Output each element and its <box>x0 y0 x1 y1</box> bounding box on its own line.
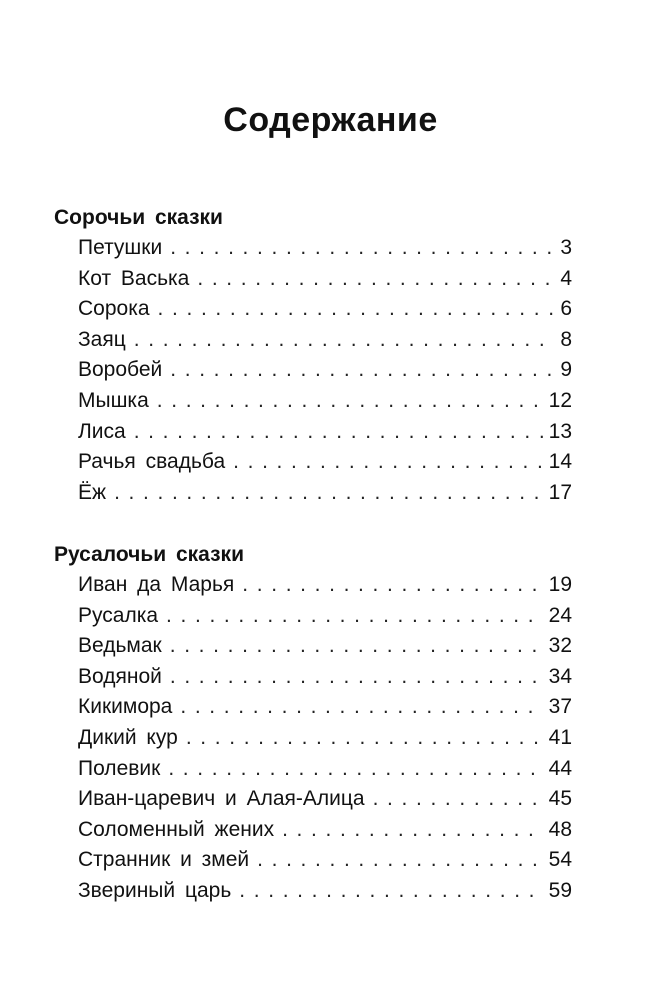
dot-leader <box>233 447 543 478</box>
dot-leader <box>170 662 543 693</box>
dot-leader <box>186 723 543 754</box>
toc-entry-title: Заяц <box>78 327 126 351</box>
toc-entry-title: Русалка <box>78 603 159 627</box>
toc-entry[interactable] <box>54 784 572 815</box>
dot-leader <box>134 417 543 448</box>
toc-entry[interactable] <box>54 417 572 448</box>
toc-entry-page-number: 54 <box>548 848 572 872</box>
toc-entry-page-number: 48 <box>548 817 572 841</box>
toc-entry-title: Кот Васька <box>78 266 190 290</box>
toc-entry-title: Полевик <box>78 756 161 780</box>
toc-entry[interactable] <box>54 355 572 386</box>
toc-entry-page-number: 24 <box>548 603 572 627</box>
toc-entry-title: Кикимора <box>78 695 173 719</box>
toc-entry[interactable] <box>54 815 572 846</box>
toc-section-sorochi <box>54 203 572 508</box>
toc-entry-page-number: 6 <box>560 297 572 321</box>
toc-entry-title: Ведьмак <box>78 634 162 658</box>
dot-leader <box>373 784 543 815</box>
toc-entry-title: Воробей <box>78 358 163 382</box>
toc-entry-page-number: 14 <box>548 450 572 474</box>
toc-entry-page-number: 41 <box>548 725 572 749</box>
dot-leader <box>134 325 554 356</box>
toc-entry[interactable] <box>54 386 572 417</box>
toc-entry-title: Рачья свадьба <box>78 450 226 474</box>
dot-leader <box>158 294 554 325</box>
toc-entry[interactable] <box>54 264 572 295</box>
dot-leader <box>170 631 543 662</box>
dot-leader <box>180 692 542 723</box>
toc-entry-page-number: 13 <box>548 419 572 443</box>
dot-leader <box>282 815 543 846</box>
toc-entry[interactable] <box>54 662 572 693</box>
toc-entry-page-number: 19 <box>548 573 572 596</box>
toc-entry[interactable] <box>54 233 572 264</box>
section-heading: Сорочьи сказки <box>54 206 223 229</box>
dot-leader <box>197 264 554 295</box>
toc-entry[interactable] <box>54 754 572 785</box>
toc-entry-title: Иван да Марья <box>78 573 235 596</box>
toc-entry-title: Водяной <box>78 664 162 688</box>
dot-leader <box>170 233 554 264</box>
toc-entry-title: Лиса <box>78 419 126 443</box>
toc-entry[interactable] <box>54 294 572 325</box>
toc-entry-page-number: 32 <box>548 634 572 658</box>
toc-entry-title: Сорока <box>78 297 150 321</box>
toc-entry-page-number: 59 <box>548 878 572 902</box>
toc-entry-page-number: 17 <box>548 480 572 504</box>
section-heading: Русалочьи сказки <box>54 543 244 566</box>
toc-section-rusalochi <box>54 540 572 907</box>
toc-entry[interactable] <box>54 631 572 662</box>
toc-entry[interactable] <box>54 845 572 876</box>
toc-entry[interactable] <box>54 876 572 907</box>
toc-entry[interactable] <box>54 692 572 723</box>
dot-leader <box>168 754 542 785</box>
toc-entry-page-number: 12 <box>548 388 572 412</box>
dot-leader <box>170 355 554 386</box>
toc-entry[interactable] <box>54 478 572 509</box>
toc-entry[interactable] <box>54 601 572 632</box>
toc-entry[interactable] <box>54 325 572 356</box>
toc-entry-title: Петушки <box>78 236 163 259</box>
toc-entry-title: Звериный царь <box>78 878 232 902</box>
toc-entry-page-number: 44 <box>548 756 572 780</box>
page-title: Содержание <box>223 100 438 139</box>
toc-entry[interactable] <box>54 447 572 478</box>
toc-entry-title: Мышка <box>78 388 149 412</box>
toc-entry-title: Иван-царевич и Алая-Алица <box>78 787 365 811</box>
toc-entry-page-number: 9 <box>560 358 572 382</box>
dot-leader <box>257 845 543 876</box>
toc-entry-page-number: 37 <box>548 695 572 719</box>
toc-entry-list <box>54 570 572 907</box>
toc-entry-page-number: 8 <box>560 327 572 351</box>
toc-entry-page-number: 45 <box>548 787 572 811</box>
toc-entry-title: Странник и змей <box>78 848 250 872</box>
toc-entry-page-number: 4 <box>560 266 572 290</box>
toc-entry-list <box>54 233 572 508</box>
dot-leader <box>166 601 543 632</box>
toc-entry-title: Дикий кур <box>78 725 178 749</box>
dot-leader <box>239 876 542 907</box>
dot-leader <box>242 570 542 601</box>
dot-leader <box>157 386 543 417</box>
toc-entry-title: Соломенный жених <box>78 817 275 841</box>
toc-entry-page-number: 3 <box>560 236 572 259</box>
dot-leader <box>114 478 543 509</box>
toc-entry[interactable] <box>54 723 572 754</box>
toc-entry-title: Ёж <box>78 480 107 504</box>
toc-entry-page-number: 34 <box>548 664 572 688</box>
toc-entry[interactable] <box>54 570 572 601</box>
